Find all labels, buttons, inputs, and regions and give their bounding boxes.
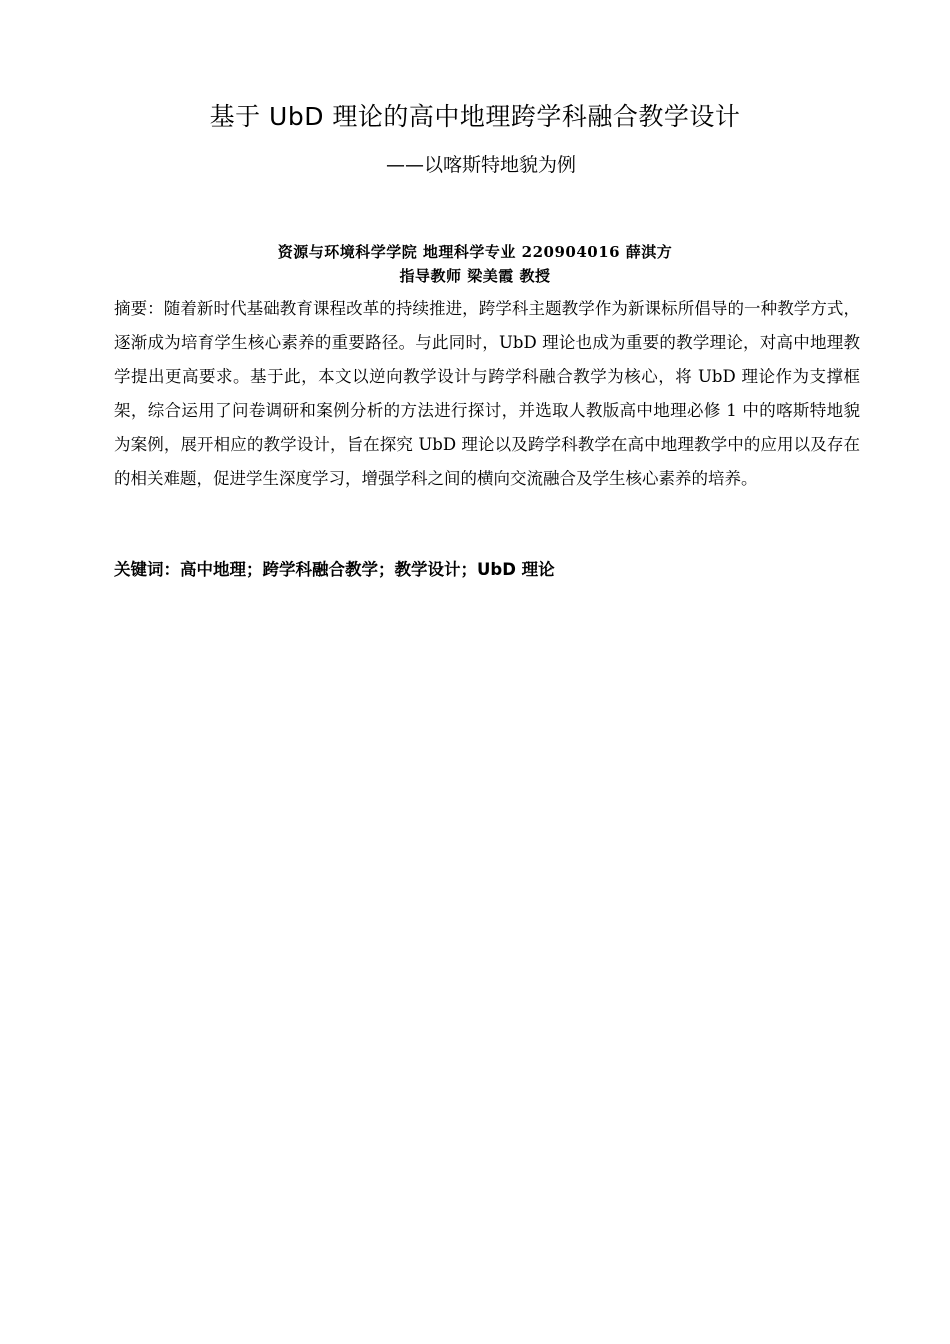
- author-info: 资源与环境科学学院 地理科学专业 220904016 薛淇方: [277, 243, 673, 261]
- abstract-label: 摘要：: [114, 299, 164, 318]
- keywords: [114, 556, 860, 584]
- keywords-text: 高中地理；跨学科融合教学；教学设计；UbD 理论: [180, 560, 555, 579]
- abstract-text: 随着新时代基础教育课程改革的持续推进，跨学科主题教学作为新课标所倡导的一种教学方式，逐渐成为培育学生核心素养的重要路径。与此同时，UbD 理论也成为重要的教学理论，对高中地理教学提出更高要求。基于此，本文以逆向教学设计与跨学科融合教学为核心，将 UbD 理论作为支撑框架，综合运用了问卷调研和案例分析的方法进行探讨，并选取人教版高中地理必修 1 中的喀斯特地貌为案例，展开相应的教学设计，旨在探究 UbD 理论以及跨学科教学在高中地理教学中的应用以及存在的相关难题，促进学生深度学习，增强学科之间的横向交流融合及学生核心素养的培养。: [114, 299, 861, 488]
- paper-subtitle: ——以喀斯特地貌为例: [385, 154, 576, 176]
- keywords-label: 关键词：: [114, 560, 180, 579]
- abstract: [114, 292, 860, 496]
- advisor-info: 指导教师 梁美霞 教授: [399, 267, 551, 285]
- paper-title: 基于 UbD 理论的高中地理跨学科融合教学设计: [209, 102, 741, 131]
